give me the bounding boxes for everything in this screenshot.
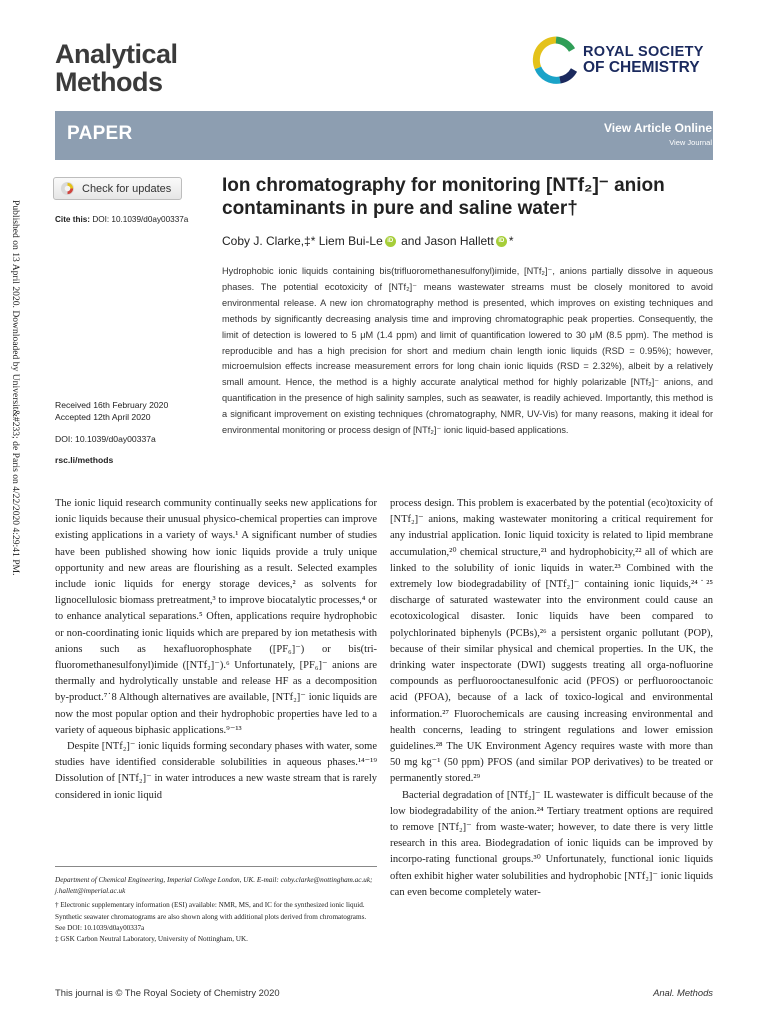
article-type-label: PAPER: [67, 123, 133, 144]
cite-label: Cite this:: [55, 215, 91, 224]
download-notice-text: Published on 13 April 2020. Downloaded by Universit&#233; de Paris on 4/22/2020 4:29:41 PM.: [10, 200, 21, 576]
article-title: Ion chromatography for monitoring [NTf₂]⁻ anion contaminants in pure and saline water†: [222, 175, 665, 219]
body-paragraph: Despite [NTf₂]⁻ ionic liquids forming secondary phases with water, some studies have identified considerable solubilities in aqueous phases.¹⁴⁻¹⁹ Dissolution of [NTf₂]⁻ in water introduces a new waste stream that is rarely considered in ionic liquid: [55, 741, 377, 801]
article-doi[interactable]: DOI: 10.1039/d0ay00337a: [55, 434, 156, 444]
view-article-online-text[interactable]: View Article Online: [603, 121, 712, 135]
publisher-line1: ROYAL SOCIETY: [583, 44, 704, 60]
cite-this: [55, 215, 188, 224]
orcid-icon[interactable]: iD: [496, 236, 507, 247]
publisher-name: [583, 44, 704, 76]
corresponding-mark: *: [508, 234, 514, 248]
accepted-date: Accepted 12th April 2020: [55, 411, 151, 422]
journal-link[interactable]: rsc.li/methods: [55, 455, 114, 465]
publisher-line2: OF CHEMISTRY: [583, 59, 700, 76]
abstract: Hydrophobic ionic liquids containing bis(trifluoromethanesulfonyl)imide, [NTf₂]⁻, anions partially dissolve in aqueous phases. The potential ecotoxicity of [NTf₂]⁻ means wastewater streams must be closely monitored to avoid environmental release. A new ion chromatography method is presented, which improves on existing techniques and methods by significantly decreasing analysis time and improving chromatographic peak properties. Consequently, the limit of detection is lowered to 5 μM (1.4 ppm) and limit of quantification lowered to 30 μM (8.5 ppm). The method is reproducible and has a high precision for short and medium chain length ionic liquids (RSD = 0.95%); however, microemulsion effects increase measurement errors for long chain ionic liquids (RSD = 2.32%), albeit by a relatively small amount. Hence, the method is a highly accurate analytical method for highly polarizable [NTf₂]⁻ anions, and quantification in the presence of high salinity samples, such as seawater, is readily achieved. Importantly, this method is a significant improvement on existing techniques (chromatography, NMR, UV-Vis) for many reasons, making it ideal for environmental monitoring or process design of [NTf₂]⁻ ionic liquid-based applications.: [222, 266, 713, 436]
author-clarke[interactable]: Coby J. Clarke,‡*: [222, 234, 316, 248]
view-journal-link[interactable]: View Journal: [669, 138, 712, 147]
copyright-footer: This journal is © The Royal Society of Chemistry 2020: [55, 987, 280, 998]
esi-footnote: † Electronic supplementary information (ESI) available: NMR, MS, and IC for the synthesized ionic liquid. Synthetic seawater chromatograms are also shown along with additional plots derived from chromatograms. See DOI: 10.1039/d0ay00337a: [55, 901, 367, 932]
author-conjunction: and: [401, 234, 422, 248]
check-for-updates-label: Check for updates: [82, 182, 172, 195]
body-paragraph: The ionic liquid research community continually seeks new applications for ionic liquids because their unusual physico-chemical properties can improve existing applications in a variety of ways.¹ A significant number of studies have been published showing how ionic liquids provide a truly unique opportunity and new areas are flourishing as a result. Selected examples include ionic liquids for energy storage devices,² as solvents for lignocellulosic biomass pretreatment,³ to improve biocatalytic processes,⁴ or to enhance analytical separations.⁵ Often, applications require hydrophobic or non-coordinating ionic liquids which are prepared by ion metathesis with anions such as hexafluorophosphate ([PF₆]⁻) or bis(tri-fluoromethanesulfonyl)imide ([NTf₂]⁻).⁶ Unfortunately, [PF₆]⁻ anions are thermally and hydrolytically unstable and release HF as a decomposition by-product.⁷˙8 Although alternatives are available, [NTf₂]⁻ ionic liquids are now the most popular option and their hydrophobic properties have led to a variety of aqueous biphasic applications.⁹⁻¹³: [55, 498, 377, 736]
cite-doi: DOI: 10.1039/d0ay00337a: [92, 215, 189, 224]
journal-name-line1: Analytical: [55, 39, 178, 69]
author-list: [222, 234, 514, 248]
footnotes: [55, 875, 377, 945]
download-notice: [5, 200, 25, 650]
journal-name: [55, 40, 178, 96]
affiliation-footnote: Department of Chemical Engineering, Imperial College London, UK. E-mail: coby.clarke@nottingham.ac.uk; j.hallett@imperial.ac.uk: [55, 876, 373, 896]
journal-abbrev-footer: Anal. Methods: [653, 987, 713, 998]
article-history: [55, 400, 168, 423]
view-article-online-link[interactable]: [512, 121, 712, 147]
orcid-icon[interactable]: iD: [385, 236, 396, 247]
body-column-1: [55, 496, 377, 804]
footnote-divider: [55, 866, 377, 867]
body-paragraph: Bacterial degradation of [NTf₂]⁻ IL wastewater is difficult because of the low biodegradability of the anion.²⁴ Tertiary treatment options are required to remove [NTf₂]⁻ from waste-water; however, to date there is very little research in this area. Biodegradation of ionic liquids can be improved by incorpo-rating functional groups.³⁰ Unfortunately, functional ionic liquids often exhibit higher water solubilities and hydrophobic [NTf₂]⁻ ionic liquids can even become completely water-: [390, 789, 713, 898]
received-date: Received 16th February 2020: [55, 400, 169, 410]
check-for-updates-button[interactable]: [53, 177, 182, 200]
check-updates-icon: [60, 181, 75, 196]
author-bui-le[interactable]: Liem Bui-Le: [318, 234, 383, 248]
journal-name-line2: Methods: [55, 67, 163, 97]
author-hallett[interactable]: Jason Hallett: [424, 234, 494, 248]
gsk-footnote: ‡ GSK Carbon Neutral Laboratory, University of Nottingham, UK.: [55, 935, 248, 944]
body-paragraph: process design. This problem is exacerbated by the potential (eco)toxicity of [NTf₂]⁻ anions, making wastewater monitoring a critical requirement for any industrial application. Ionic liquid toxicity is related to lipid membrane accumulation,²⁰ chemical structure,²¹ and hydrophobicity,²² all of which are linked to the solubility of ionic liquids in water.²³ Combined with the extremely low biodegradability of [NTf₂]⁻ containing ionic liquids,²⁴˙²⁵ discharge of saturated wastewater into the environment could cause an ecotoxicological disaster. Ionic liquids have been compared to polychlorinated biphenyls (PCBs),²⁶ a persistent organic pollutant (POP), because of their similar physical and chemical properties. In the UK, the drinking water inspectorate (DWI) suggests treating all orga-nofluorine compounds as perfluorooctanesulfonic acid (PFOS) or perfluorooctanoic acid (PFOA), because of a lack of toxico-logical and environmental information.²⁷ Fluorochemicals are causing increasing environmental and health concerns, leading to stringent regulations and lower emission guidelines.²⁸ The UK Environment Agency requires waste with more than 50 mg kg⁻¹ (50 ppm) PFOS (and similar POP derivatives) to be treated or permanently stored.²⁹: [390, 498, 713, 785]
body-column-2: [390, 496, 713, 901]
